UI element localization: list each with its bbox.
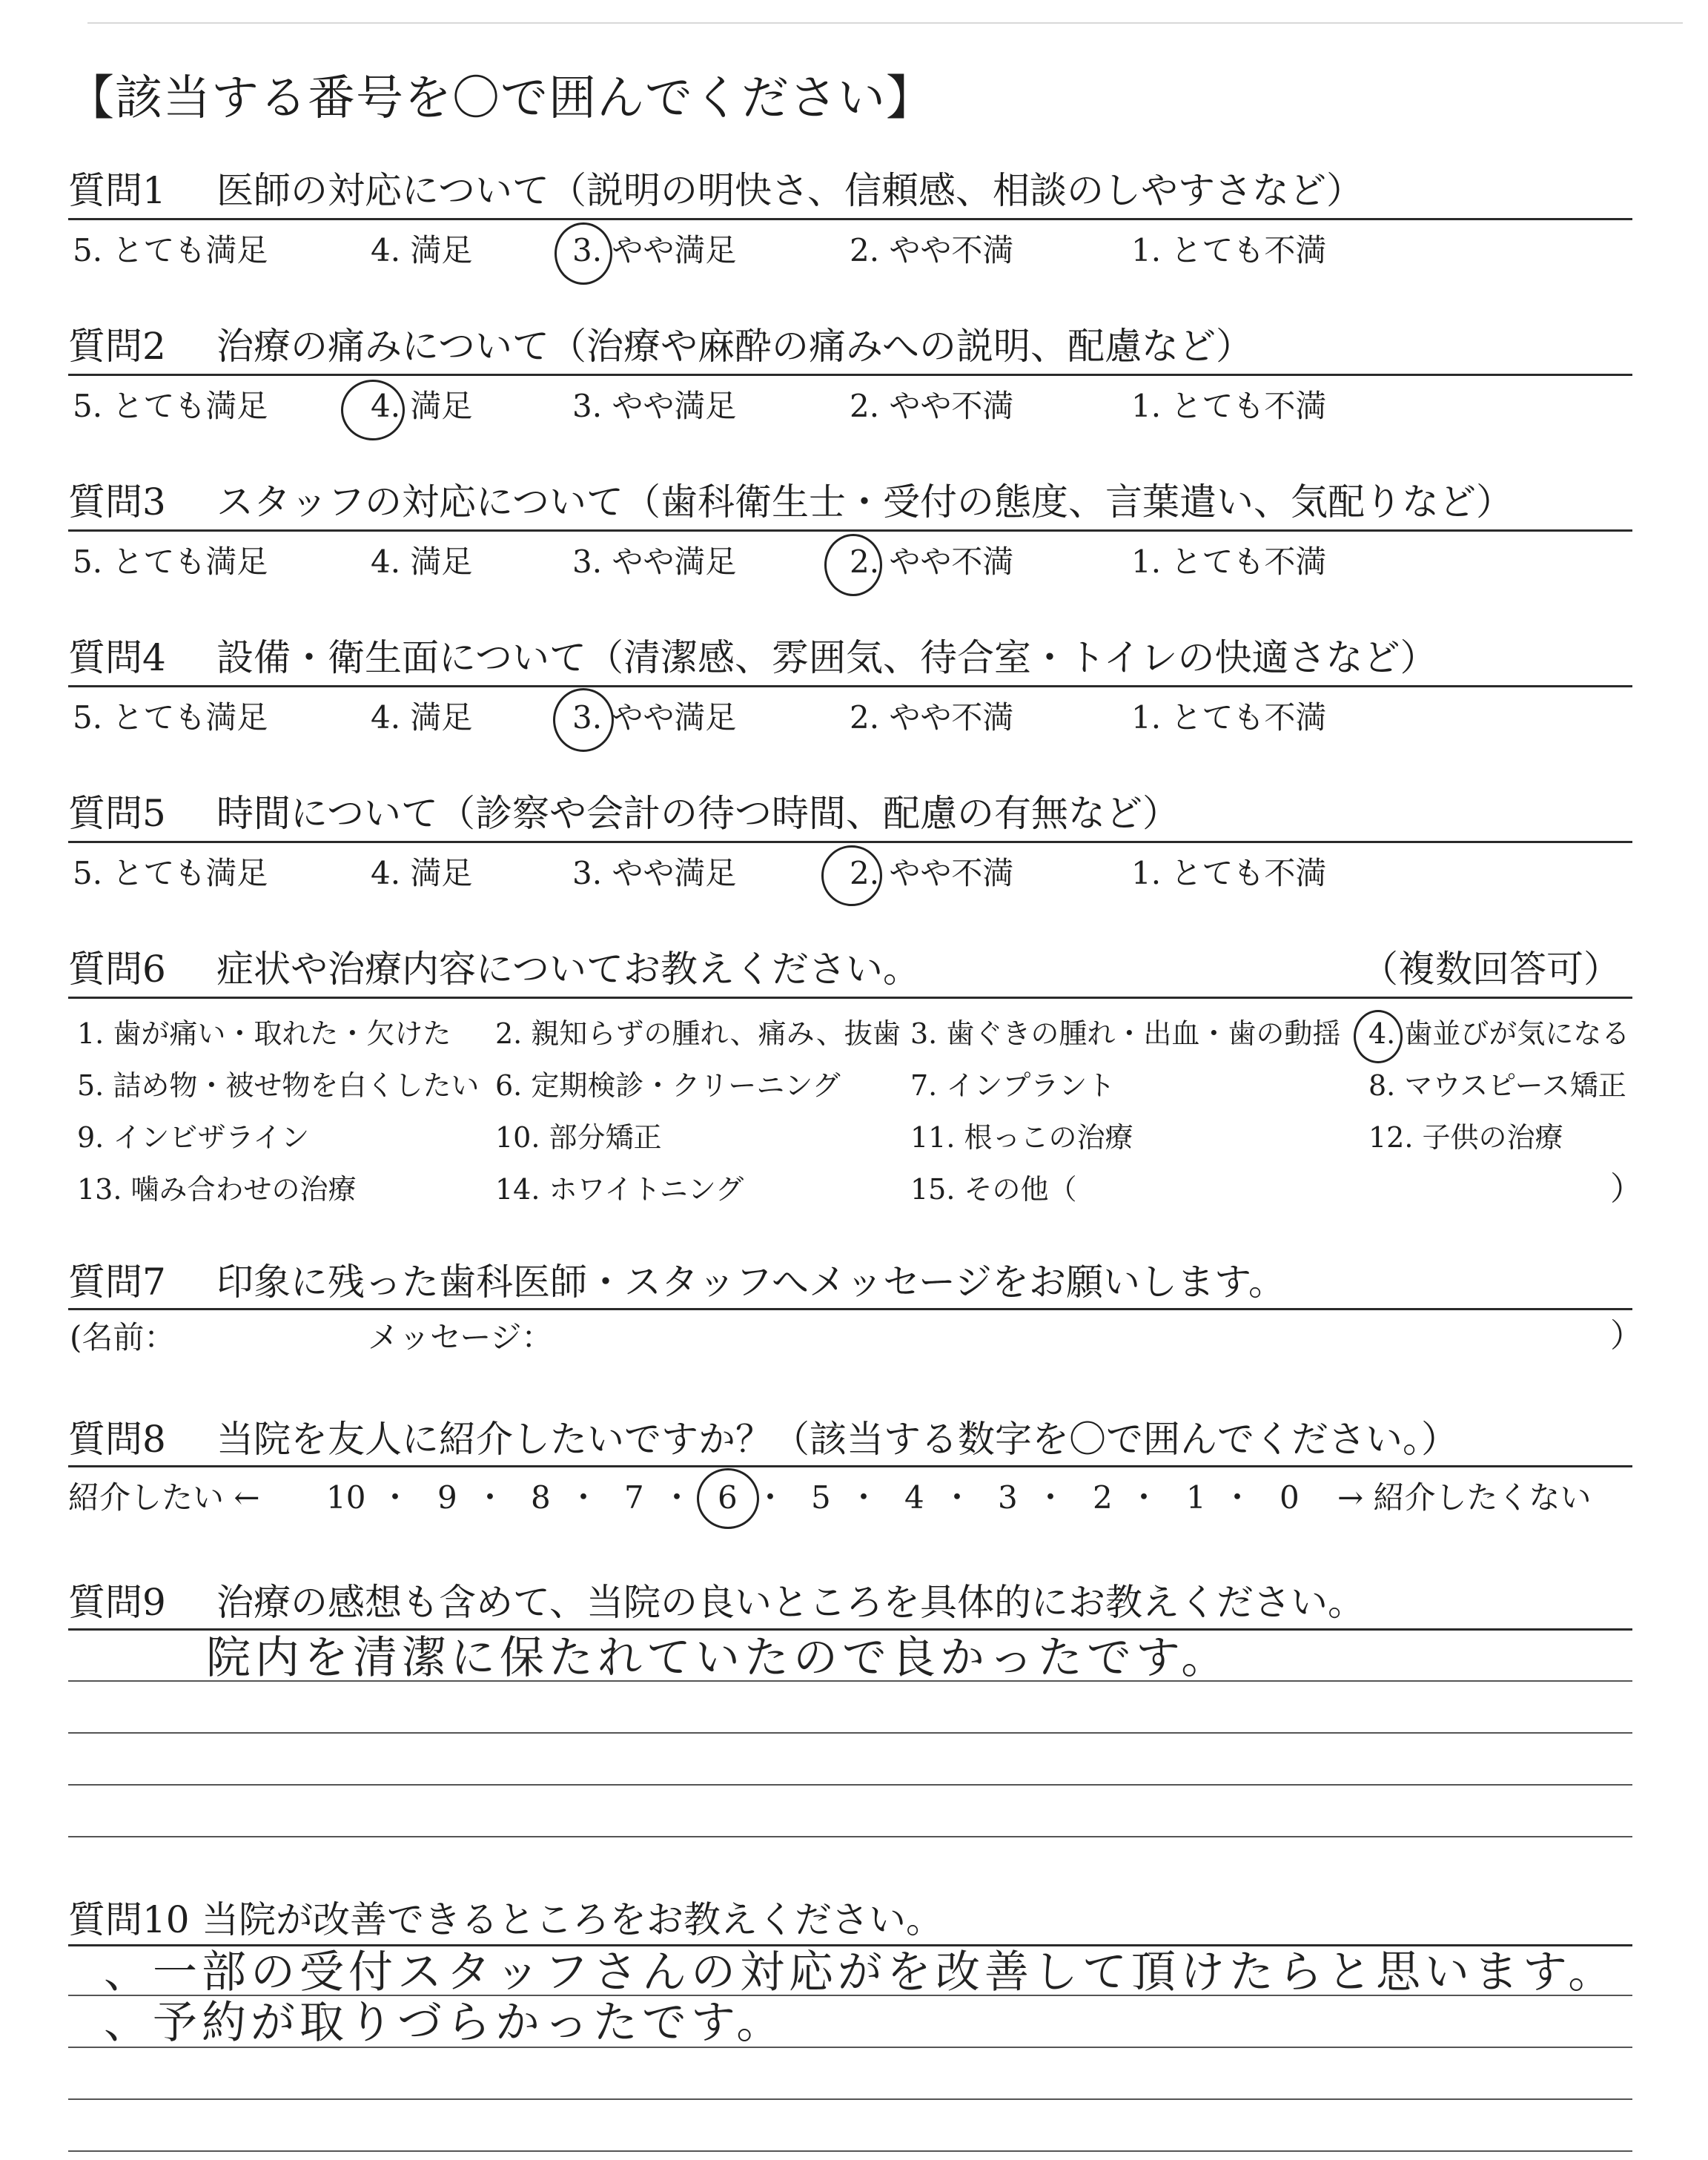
question-title: スタッフの対応について（歯科衛生士・受付の態度、言葉遣い、気配りなど） [216, 480, 1513, 524]
scale-dot: ・ [568, 1479, 600, 1516]
rule [68, 529, 1632, 532]
q4-option-4[interactable]: 4. 満足 [371, 699, 473, 736]
top-rule [87, 22, 1683, 24]
q4-option-1[interactable]: 1. とても不満 [1131, 699, 1327, 736]
q6-option-12[interactable]: 12. 子供の治療 [1368, 1121, 1563, 1154]
recommend-scale-10[interactable]: 10 [326, 1479, 366, 1516]
q6-option-5[interactable]: 5. 詰め物・被せ物を白くしたい [77, 1069, 480, 1102]
scale-dot: ・ [755, 1479, 787, 1516]
question-title: 当院が改善できるところをお教えください。 [202, 1898, 943, 1941]
answer-line [68, 2150, 1632, 2152]
q7-close-paren: ） [1610, 1317, 1643, 1355]
q2-option-1[interactable]: 1. とても不満 [1131, 388, 1327, 424]
instruction-heading: 【該当する番号を〇で囲んでください】 [67, 71, 934, 126]
question-number: 質問1 [68, 169, 166, 212]
question-number: 質問8 [68, 1418, 166, 1461]
recommend-right-label: → 紹介したくない [1337, 1479, 1592, 1516]
question-5 [68, 787, 1179, 839]
q2-option-5[interactable]: 5. とても満足 [73, 388, 268, 424]
q6-option-8[interactable]: 8. マウスピース矯正 [1368, 1069, 1626, 1102]
rule [68, 685, 1632, 687]
q3-option-1[interactable]: 1. とても不満 [1131, 544, 1327, 580]
q3-option-3[interactable]: 3. やや満足 [572, 544, 737, 580]
answer-line [68, 2098, 1632, 2100]
q6-option-10[interactable]: 10. 部分矯正 [495, 1121, 662, 1154]
recommend-scale-1[interactable]: 1 [1186, 1479, 1206, 1516]
answer-line [68, 1732, 1632, 1734]
recommend-scale-6[interactable]: 6 [718, 1479, 738, 1516]
q5-option-2[interactable]: 2. やや不満 [850, 855, 1014, 891]
q6-option-3[interactable]: 3. 歯ぐきの腫れ・出血・歯の動揺 [910, 1017, 1341, 1050]
rule [68, 997, 1632, 999]
message-label: メッセージ： [368, 1319, 553, 1355]
question-title: 時間について（診察や会計の待つ時間、配慮の有無など） [216, 792, 1179, 835]
q6-option-7[interactable]: 7. インプラント [910, 1069, 1116, 1102]
scale-dot: ・ [474, 1479, 506, 1516]
rule [68, 841, 1632, 843]
scale-dot: ・ [1035, 1479, 1067, 1516]
question-number: 質問5 [68, 792, 166, 835]
q6-option-11[interactable]: 11. 根っこの治療 [910, 1121, 1133, 1154]
scale-dot: ・ [380, 1479, 411, 1516]
question-2 [68, 320, 1253, 372]
question-3 [68, 476, 1513, 528]
q5-option-4[interactable]: 4. 満足 [371, 855, 473, 891]
question-10 [68, 1894, 943, 1946]
question-title: 設備・衛生面について（清潔感、雰囲気、待合室・トイレの快適さなど） [216, 636, 1437, 679]
recommend-scale-7[interactable]: 7 [624, 1479, 644, 1516]
q10-handwritten-answer-2: 、予約が取りづらかったです。 [104, 1997, 786, 2049]
question-title: 当院を友人に紹介したいですか？（該当する数字を〇で囲んでください。） [216, 1418, 1458, 1461]
q10-handwritten-answer-1: 、一部の受付スタッフさんの対応がを改善して頂けたらと思います。 [104, 1946, 1618, 1998]
question-title: 印象に残った歯科医師・スタッフへメッセージをお願いします。 [216, 1261, 1285, 1304]
q2-option-2[interactable]: 2. やや不満 [850, 388, 1014, 424]
q3-answer-circle [824, 534, 882, 596]
recommend-scale-3[interactable]: 3 [998, 1479, 1018, 1516]
q6-option-15[interactable]: 15. その他（ [910, 1173, 1077, 1206]
question-number: 質問6 [68, 948, 166, 991]
recommend-scale-8[interactable]: 8 [531, 1479, 551, 1516]
q2-option-4[interactable]: 4. 満足 [371, 388, 473, 424]
question-7 [68, 1256, 1285, 1308]
question-number: 質問3 [68, 480, 166, 524]
q6-answer-circle [1354, 1010, 1403, 1063]
q4-option-2[interactable]: 2. やや不満 [850, 699, 1014, 736]
recommend-left-label: 紹介したい ← [68, 1479, 260, 1516]
recommend-scale-4[interactable]: 4 [904, 1479, 924, 1516]
q5-answer-circle [821, 845, 882, 906]
recommend-scale-5[interactable]: 5 [811, 1479, 831, 1516]
question-6 [68, 943, 920, 995]
q5-option-5[interactable]: 5. とても満足 [73, 855, 268, 891]
q6-option-6[interactable]: 6. 定期検診・クリーニング [495, 1069, 841, 1102]
answer-line [68, 2047, 1632, 2048]
rule [68, 218, 1632, 220]
question-9 [68, 1576, 1365, 1628]
q4-option-3[interactable]: 3. やや満足 [572, 699, 737, 736]
q2-answer-circle [341, 380, 405, 440]
q1-option-5[interactable]: 5. とても満足 [73, 232, 268, 268]
question-title: 治療の痛みについて（治療や麻酔の痛みへの説明、配慮など） [216, 325, 1253, 368]
q8-answer-circle [697, 1468, 759, 1529]
question-4 [68, 632, 1437, 684]
q3-option-5[interactable]: 5. とても満足 [73, 544, 268, 580]
q1-option-2[interactable]: 2. やや不満 [850, 232, 1014, 268]
q4-answer-circle [553, 688, 614, 752]
answer-line [68, 1784, 1632, 1786]
question-number: 質問10 [68, 1898, 190, 1941]
scale-dot: ・ [941, 1479, 973, 1516]
q6-option-13[interactable]: 13. 噛み合わせの治療 [77, 1173, 357, 1206]
question-title: 症状や治療内容についてお教えください。 [216, 948, 920, 991]
q2-option-3[interactable]: 3. やや満足 [572, 388, 737, 424]
q6-option-1[interactable]: 1. 歯が痛い・取れた・欠けた [77, 1017, 451, 1050]
answer-line [68, 1836, 1632, 1837]
q1-option-3[interactable]: 3. やや満足 [572, 232, 737, 268]
q6-option-2[interactable]: 2. 親知らずの腫れ、痛み、抜歯 [495, 1017, 901, 1050]
recommend-scale-2[interactable]: 2 [1093, 1479, 1113, 1516]
answer-line [68, 1680, 1632, 1682]
q3-option-2[interactable]: 2. やや不満 [850, 544, 1014, 580]
recommend-scale-9[interactable]: 9 [437, 1479, 457, 1516]
q6-close-paren: ） [1610, 1170, 1643, 1208]
scale-dot: ・ [661, 1479, 693, 1516]
rule [68, 1465, 1632, 1467]
q5-option-1[interactable]: 1. とても不満 [1131, 855, 1327, 891]
question-number: 質問4 [68, 636, 166, 679]
q9-handwritten-answer: 院内を清潔に保たれていたので良かったです。 [206, 1632, 1231, 1684]
scale-dot: ・ [1222, 1479, 1254, 1516]
q3-option-4[interactable]: 4. 満足 [371, 544, 473, 580]
q6-option-9[interactable]: 9. インビザライン [77, 1121, 310, 1154]
question-number: 質問7 [68, 1261, 166, 1304]
question-number: 質問9 [68, 1581, 166, 1624]
question-8 [68, 1413, 1458, 1465]
q6-option-14[interactable]: 14. ホワイトニング [495, 1173, 744, 1206]
multiple-answers-note: （複数回答可） [1361, 948, 1621, 991]
question-title: 医師の対応について（説明の明快さ、信頼感、相談のしやすさなど） [216, 169, 1363, 212]
q1-option-1[interactable]: 1. とても不満 [1131, 232, 1327, 268]
q5-option-3[interactable]: 3. やや満足 [572, 855, 737, 891]
recommend-scale-0[interactable]: 0 [1280, 1479, 1300, 1516]
q1-answer-circle [555, 222, 612, 285]
question-1 [68, 165, 1363, 217]
rule [68, 374, 1632, 376]
question-title: 治療の感想も含めて、当院の良いところを具体的にお教えください。 [216, 1581, 1365, 1624]
q4-option-5[interactable]: 5. とても満足 [73, 699, 268, 736]
scale-dot: ・ [848, 1479, 880, 1516]
scale-dot: ・ [1128, 1479, 1160, 1516]
rule [68, 1308, 1632, 1310]
question-number: 質問2 [68, 325, 166, 368]
name-label: (名前： [70, 1319, 176, 1355]
q6-option-4[interactable]: 4. 歯並びが気になる [1368, 1017, 1630, 1050]
q1-option-4[interactable]: 4. 満足 [371, 232, 473, 268]
